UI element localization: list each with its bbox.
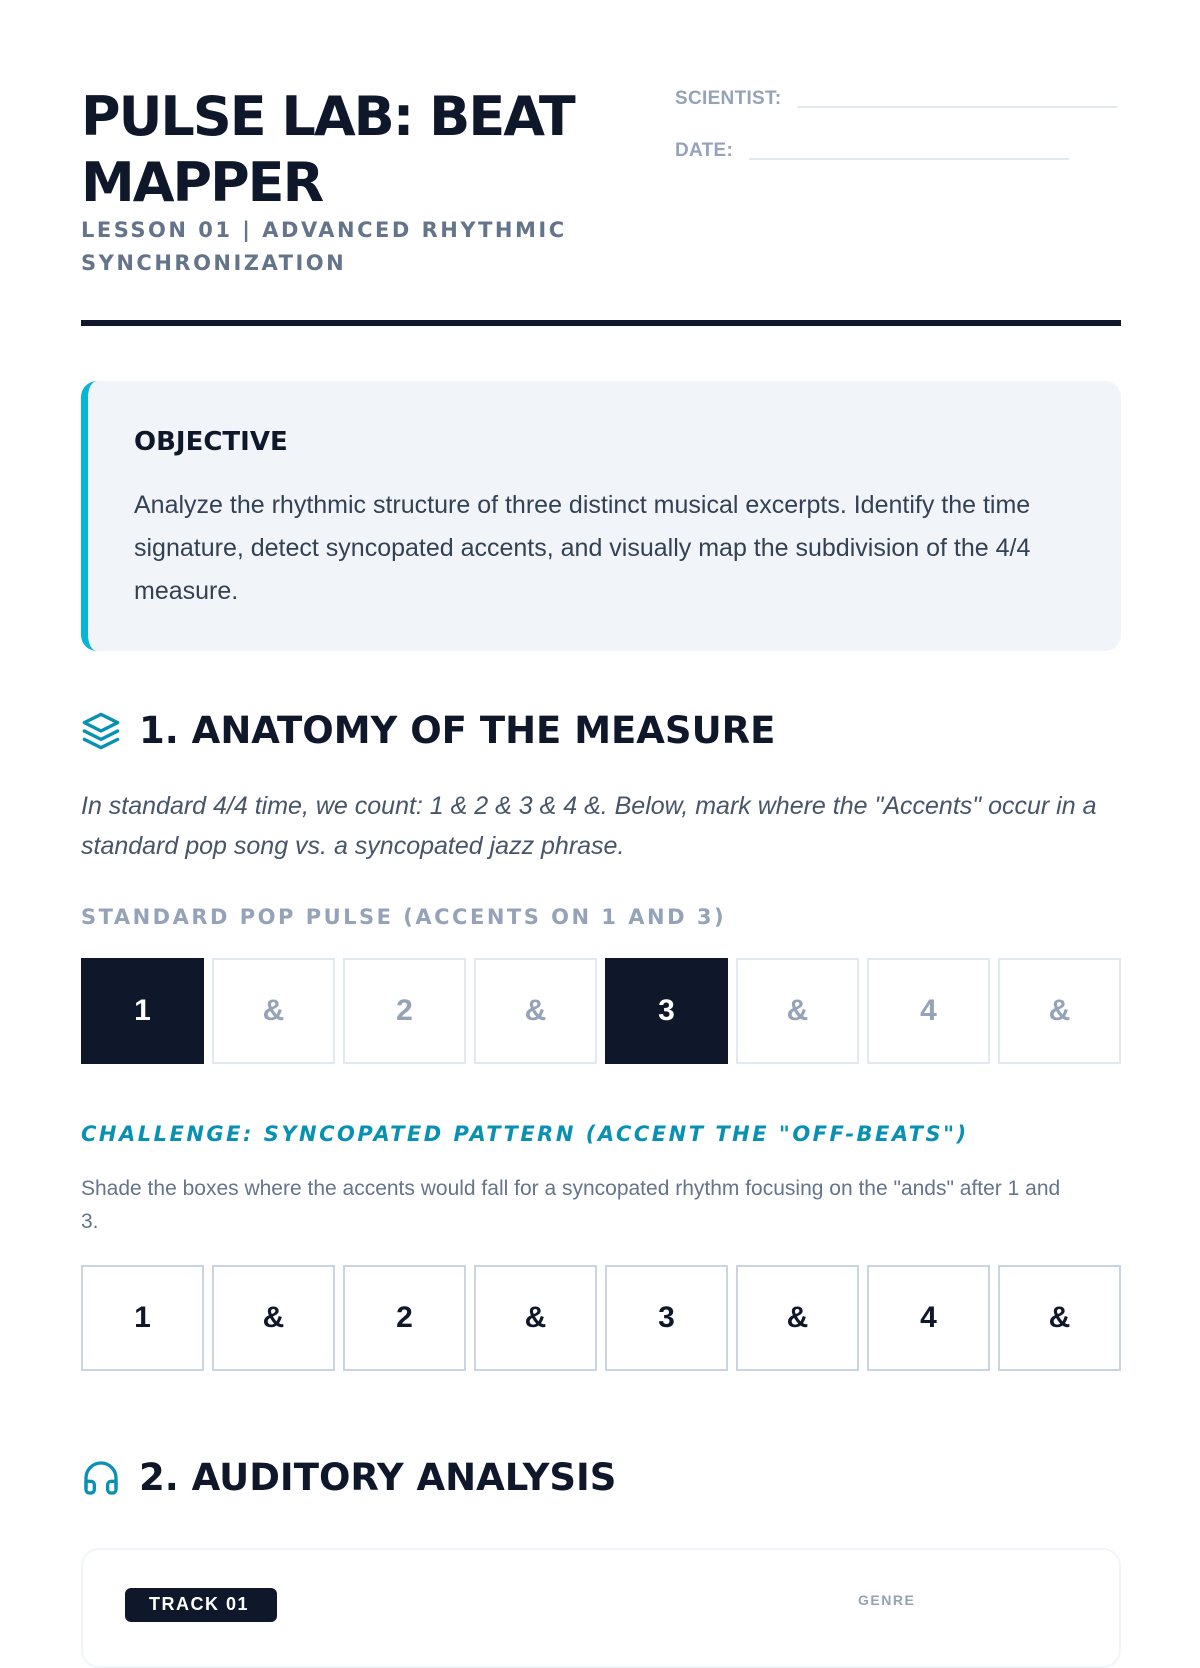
date-label: DATE: (675, 140, 734, 161)
section-2-title: 2. AUDITORY ANALYSIS (139, 1456, 617, 1499)
pop-beat-accent: 1 (81, 958, 204, 1064)
worksheet-page (81, 0, 1121, 1614)
headphones-icon (81, 1458, 121, 1498)
layers-icon (81, 711, 121, 751)
pop-beat: & (998, 958, 1121, 1064)
pop-beat-row (81, 958, 1121, 1064)
pop-beat: 4 (867, 958, 990, 1064)
pop-beat: & (474, 958, 597, 1064)
track-badge: TRACK 01 (125, 1588, 277, 1622)
challenge-beat-box[interactable]: & (736, 1265, 859, 1371)
pop-pulse-label: STANDARD POP PULSE (ACCENTS ON 1 AND 3) (81, 905, 727, 929)
objective-text: Analyze the rhythmic structure of three distinct musical excerpts. Identify the time signature, detect syncopated accents, and visually map the subdivision of the 4/4 measure. (134, 491, 1031, 605)
pop-beat: 2 (343, 958, 466, 1064)
objective-heading: OBJECTIVE (134, 427, 288, 457)
challenge-beat-box[interactable]: 1 (81, 1265, 204, 1371)
challenge-beat-box[interactable]: 3 (605, 1265, 728, 1371)
pop-beat: & (212, 958, 335, 1064)
track-card (81, 1548, 1121, 1668)
date-field[interactable] (749, 158, 1069, 160)
section-2-heading (81, 1456, 616, 1499)
scientist-row (675, 88, 1117, 110)
scientist-label: SCIENTIST: (675, 88, 782, 109)
section-1-heading (81, 709, 775, 752)
scientist-field[interactable] (797, 106, 1117, 108)
challenge-beat-box[interactable]: 2 (343, 1265, 466, 1371)
genre-label: GENRE (858, 1592, 916, 1608)
date-row (675, 140, 1069, 162)
section-1-intro: In standard 4/4 time, we count: 1 & 2 & 3 & 4 &. Below, mark where the "Accents" occur in a standard pop song vs. a syncopated jazz phrase. (81, 792, 1097, 860)
worksheet-header (81, 84, 1121, 328)
page-subtitle: LESSON 01 | ADVANCED RHYTHMIC SYNCHRONIZATION (81, 218, 567, 275)
challenge-description: Shade the boxes where the accents would fall for a syncopated rhythm focusing on the "ands" after 1 and 3. (81, 1177, 1061, 1233)
challenge-beat-row (81, 1265, 1121, 1371)
challenge-beat-box[interactable]: & (212, 1265, 335, 1371)
objective-box (81, 381, 1121, 651)
pop-beat-accent: 3 (605, 958, 728, 1064)
challenge-beat-box[interactable]: & (474, 1265, 597, 1371)
page-title: PULSE LAB: BEAT MAPPER (81, 85, 574, 214)
header-divider (81, 320, 1121, 326)
section-1-title: 1. ANATOMY OF THE MEASURE (139, 709, 776, 752)
challenge-label: CHALLENGE: SYNCOPATED PATTERN (ACCENT THE "OFF-BEATS") (81, 1122, 969, 1146)
challenge-beat-box[interactable]: 4 (867, 1265, 990, 1371)
pop-beat: & (736, 958, 859, 1064)
challenge-beat-box[interactable]: & (998, 1265, 1121, 1371)
